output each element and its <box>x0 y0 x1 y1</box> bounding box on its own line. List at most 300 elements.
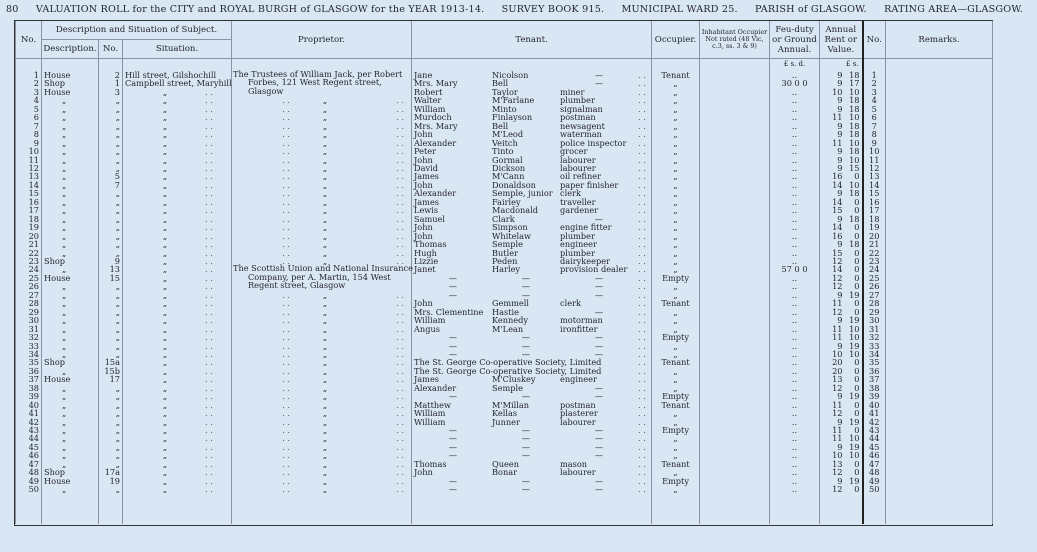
feu-duty-cell: .. <box>770 257 820 265</box>
inhabitant-cell <box>700 316 770 324</box>
leader-dots: . . <box>396 399 405 410</box>
description-cell <box>42 485 99 493</box>
tenant-cell <box>412 96 652 104</box>
ditto-mark: „ <box>162 433 168 444</box>
leader-dots: . . <box>205 484 213 495</box>
leader-dots: . . <box>638 289 646 300</box>
leader-dots: . . <box>282 255 291 266</box>
row-number: 3 <box>16 88 42 96</box>
feu-duty-cell: .. <box>770 426 820 434</box>
feu-duty-cell: .. <box>770 477 820 485</box>
value-pounds: 16 <box>832 230 843 241</box>
occupier-cell: Empty <box>652 333 700 341</box>
leader-dots: . . <box>205 323 213 334</box>
ditto-mark: „ <box>162 298 168 309</box>
inhabitant-cell <box>700 384 770 392</box>
remarks-cell <box>886 265 993 273</box>
row-number: 39 <box>16 392 42 400</box>
tenant-surname: — <box>521 450 531 461</box>
description-cell: House <box>42 274 99 282</box>
tenant-surname: Junner <box>492 416 520 427</box>
value-shillings: 15 <box>849 162 860 173</box>
situation-cell <box>123 139 232 147</box>
leader-dots: . . <box>638 179 646 190</box>
tenant-surname: Kennedy <box>492 315 529 326</box>
tenant-cell <box>412 274 652 282</box>
leader-dots: . . <box>638 441 646 452</box>
ditto-mark: „ <box>162 205 168 216</box>
situation-cell <box>123 130 232 138</box>
occupier-cell: „ <box>652 130 700 138</box>
situation-cell <box>123 189 232 197</box>
tenant-surname: Tinto <box>492 146 514 157</box>
occupier-cell: „ <box>652 409 700 417</box>
leader-dots: . . <box>396 323 405 334</box>
ditto-mark: „ <box>322 467 328 478</box>
remarks-cell <box>886 257 993 265</box>
row-number: 1 <box>16 68 42 79</box>
situation-cell <box>123 96 232 104</box>
row-number: 37 <box>16 375 42 383</box>
remarks-cell <box>886 282 993 290</box>
leader-dots: . . <box>205 332 213 343</box>
occupier-cell: „ <box>652 79 700 87</box>
leader-dots: . . <box>282 450 291 461</box>
leader-dots: . . <box>396 425 405 436</box>
tenant-first-name: John <box>414 467 433 478</box>
feu-duty-cell: .. <box>770 282 820 290</box>
tenant-first-name: William <box>414 416 446 427</box>
street-number-cell: „ <box>99 206 123 214</box>
tenant-cell <box>412 485 652 493</box>
leader-dots: . . <box>396 416 405 427</box>
street-number-cell: „ <box>99 139 123 147</box>
inhabitant-cell <box>700 434 770 442</box>
tenant-first-name: — <box>448 433 458 444</box>
leader-dots: . . <box>638 162 646 173</box>
feu-duty-cell: .. <box>770 113 820 121</box>
proprietor-text-line: Regent street, Glasgow <box>248 280 346 290</box>
situation-cell <box>123 156 232 164</box>
ditto-mark: „ <box>322 357 328 368</box>
occupier-cell: „ <box>652 443 700 451</box>
tenant-surname: Semple <box>492 239 523 250</box>
ditto-mark: „ <box>322 382 328 393</box>
row-number-right: 3 <box>863 88 886 96</box>
ditto-mark: „ <box>62 137 67 148</box>
value-shillings: 10 <box>849 433 860 444</box>
tenant-first-name: Samuel <box>414 213 446 224</box>
value-pounds: 9 <box>837 162 843 173</box>
street-number-cell: „ <box>99 249 123 257</box>
tenant-first-name: — <box>448 289 458 300</box>
inhabitant-cell <box>700 265 770 273</box>
value-shillings: 0 <box>854 382 860 393</box>
ditto-mark: „ <box>62 188 67 199</box>
leader-dots: . . <box>638 103 646 114</box>
feu-duty-cell: .. <box>770 333 820 341</box>
value-pounds: 10 <box>832 86 843 97</box>
tenant-occupation: gardener <box>560 205 599 216</box>
ditto-mark: „ <box>62 120 67 131</box>
ditto-mark: „ <box>62 95 67 106</box>
ditto-mark: „ <box>62 458 67 469</box>
tenant-occupation: postman <box>560 399 596 410</box>
street-number-cell: „ <box>99 130 123 138</box>
situation-cell <box>123 418 232 426</box>
leader-dots: . . <box>396 129 405 140</box>
tenant-occupation: — <box>594 306 604 317</box>
value-shillings: 0 <box>854 205 860 216</box>
tenant-first-name: — <box>448 332 458 343</box>
remarks-cell <box>886 392 993 400</box>
row-number-right: 30 <box>863 316 886 324</box>
street-number-cell: „ <box>99 215 123 223</box>
leader-dots: . . <box>638 433 646 444</box>
leader-dots: . . <box>396 467 405 478</box>
feu-duty-cell: .. <box>770 147 820 155</box>
tenant-cell <box>412 189 652 197</box>
leader-dots: . . <box>205 239 213 250</box>
ditto-mark: „ <box>162 382 168 393</box>
street-number-cell: 9 <box>99 257 123 265</box>
leader-dots: . . <box>396 120 405 131</box>
proprietor-cell <box>232 181 412 189</box>
value-shillings: 10 <box>849 112 860 123</box>
header-remarks: Remarks. <box>886 21 993 59</box>
occupier-cell: Tenant <box>652 401 700 409</box>
remarks-cell <box>886 333 993 341</box>
ditto-mark: „ <box>62 179 67 190</box>
remarks-cell <box>886 451 993 459</box>
proprietor-cell <box>232 477 412 485</box>
inhabitant-cell <box>700 68 770 79</box>
street-number-cell: 7 <box>99 181 123 189</box>
row-number-right: 32 <box>863 333 886 341</box>
value-pounds: 15 <box>832 205 843 216</box>
leader-dots: . . <box>205 391 213 402</box>
tenant-cell <box>412 291 652 299</box>
value-shillings: 0 <box>854 425 860 436</box>
leader-dots: . . <box>282 475 291 486</box>
row-number-right: 31 <box>863 325 886 333</box>
leader-dots: . . <box>396 247 405 258</box>
feu-duty-cell: .. <box>770 206 820 214</box>
remarks-cell <box>886 358 993 366</box>
situation-cell <box>123 147 232 155</box>
leader-dots: . . <box>396 154 405 165</box>
occupier-cell: „ <box>652 189 700 197</box>
leader-dots: . . <box>205 399 213 410</box>
value-pounds: 20 <box>832 365 843 376</box>
tenant-surname: — <box>521 475 531 486</box>
row-number: 49 <box>16 477 42 485</box>
annual-value-cell <box>820 485 863 493</box>
occupier-cell: „ <box>652 375 700 383</box>
row-number-right: 7 <box>863 122 886 130</box>
tenant-surname: Semple <box>492 382 523 393</box>
tenant-occupation: postman <box>560 112 596 123</box>
row-number-right: 23 <box>863 257 886 265</box>
ditto-mark: „ <box>162 315 168 326</box>
occupier-cell: Tenant <box>652 358 700 366</box>
tenant-first-name: Mrs. Mary <box>414 78 458 89</box>
feu-duty-cell: .. <box>770 460 820 468</box>
ditto-mark: „ <box>62 340 67 351</box>
row-number: 32 <box>16 333 42 341</box>
row-number-right: 34 <box>863 350 886 358</box>
value-pounds: 9 <box>837 129 843 140</box>
tenant-surname: Gormal <box>492 154 523 165</box>
tenant-cell <box>412 265 652 273</box>
ditto-mark: „ <box>322 399 328 410</box>
tenant-surname: Harley <box>492 264 521 275</box>
feu-duty-cell: .. <box>770 443 820 451</box>
street-number-cell: „ <box>99 299 123 307</box>
street-number-cell: „ <box>99 113 123 121</box>
occupier-cell: Tenant <box>652 299 700 307</box>
ditto-mark: „ <box>62 441 67 452</box>
tenant-name: The St. George Co-operative Society, Limited <box>414 357 602 368</box>
tenant-first-name: Alexander <box>414 382 457 393</box>
situation-cell <box>123 401 232 409</box>
ditto-mark: „ <box>322 230 328 241</box>
tenant-cell <box>412 426 652 434</box>
leader-dots: . . <box>205 196 213 207</box>
tenant-first-name: John <box>414 179 433 190</box>
feu-duty-cell: .. <box>770 240 820 248</box>
row-number-right: 4 <box>863 96 886 104</box>
street-number-cell: „ <box>99 147 123 155</box>
value-shillings: 18 <box>849 70 860 80</box>
row-number-right: 20 <box>863 232 886 240</box>
tenant-cell <box>412 325 652 333</box>
leader-dots: . . <box>205 441 213 452</box>
occupier-cell: „ <box>652 96 700 104</box>
tenant-first-name: — <box>448 441 458 452</box>
leader-dots: . . <box>638 196 646 207</box>
street-number-cell: „ <box>99 282 123 290</box>
tenant-cell <box>412 147 652 155</box>
occupier-cell: „ <box>652 172 700 180</box>
tenant-occupation: — <box>594 433 604 444</box>
situation-cell <box>123 325 232 333</box>
value-shillings: 0 <box>854 171 860 182</box>
leader-dots: . . <box>205 86 213 97</box>
leader-dots: . . <box>396 205 405 216</box>
leader-dots: . . <box>205 458 213 469</box>
leader-dots: . . <box>638 484 646 495</box>
tenant-first-name: Angus <box>414 323 440 334</box>
inhabitant-cell <box>700 460 770 468</box>
occupier-cell: „ <box>652 257 700 265</box>
spacer-row <box>16 494 993 524</box>
ditto-mark: „ <box>322 120 328 131</box>
proprietor-cell <box>232 333 412 341</box>
remarks-cell <box>886 485 993 493</box>
ditto-mark: „ <box>162 289 168 300</box>
situation-cell <box>123 274 232 282</box>
feu-duty-cell: .. <box>770 308 820 316</box>
leader-dots: . . <box>282 137 291 148</box>
proprietor-cell <box>232 418 412 426</box>
row-number-right: 25 <box>863 274 886 282</box>
ditto-mark: „ <box>322 129 328 140</box>
row-number: 36 <box>16 367 42 375</box>
row-number: 21 <box>16 240 42 248</box>
occupier-cell: „ <box>652 147 700 155</box>
ditto-mark: „ <box>62 247 67 258</box>
feu-duty-cell: .. <box>770 375 820 383</box>
tenant-first-name: — <box>448 425 458 436</box>
ditto-mark: „ <box>322 162 328 173</box>
ditto-mark: „ <box>62 399 67 410</box>
remarks-cell <box>886 299 993 307</box>
feu-duty-cell: .. <box>770 434 820 442</box>
leader-dots: . . <box>205 146 213 157</box>
row-number: 48 <box>16 468 42 476</box>
tenant-cell <box>412 468 652 476</box>
situation-cell <box>123 249 232 257</box>
value-shillings: 18 <box>849 103 860 114</box>
inhabitant-cell <box>700 172 770 180</box>
tenant-occupation: dairykeeper <box>560 255 610 266</box>
street-number-cell: „ <box>99 308 123 316</box>
tenant-first-name: John <box>414 154 433 165</box>
tenant-cell <box>412 122 652 130</box>
situation-cell <box>123 333 232 341</box>
row-number: 33 <box>16 342 42 350</box>
leader-dots: . . <box>205 450 213 461</box>
ditto-mark: „ <box>62 239 67 250</box>
ditto-mark: „ <box>62 196 67 207</box>
leader-dots: . . <box>282 374 291 385</box>
row-number-right: 6 <box>863 113 886 121</box>
occupier-cell: „ <box>652 308 700 316</box>
tenant-first-name: William <box>414 315 446 326</box>
ditto-mark: „ <box>62 306 67 317</box>
leader-dots: . . <box>205 340 213 351</box>
row-number-right: 2 <box>863 79 886 87</box>
street-number-cell: „ <box>99 240 123 248</box>
tenant-surname: Clark <box>492 213 515 224</box>
leader-dots: . . <box>396 222 405 233</box>
row-number-right: 50 <box>863 485 886 493</box>
row-number: 11 <box>16 156 42 164</box>
remarks-cell <box>886 189 993 197</box>
ditto-mark: „ <box>322 95 328 106</box>
remarks-cell <box>886 105 993 113</box>
occupier-cell: „ <box>652 232 700 240</box>
situation-cell <box>123 468 232 476</box>
row-number: 8 <box>16 130 42 138</box>
tenant-first-name: Janet <box>414 264 436 275</box>
leader-dots: . . <box>638 475 646 486</box>
proprietor-text-line: Glasgow <box>248 86 284 96</box>
tenant-surname: M'Millan <box>492 399 530 410</box>
tenant-occupation: provision dealer <box>560 264 628 275</box>
leader-dots: . . <box>638 137 646 148</box>
tenant-surname: Semple, junior <box>492 188 553 199</box>
value-pounds: 9 <box>837 475 843 486</box>
row-number: 16 <box>16 198 42 206</box>
leader-dots: . . <box>282 188 291 199</box>
remarks-cell <box>886 460 993 468</box>
row-number-right: 41 <box>863 409 886 417</box>
inhabitant-cell <box>700 477 770 485</box>
inhabitant-cell <box>700 139 770 147</box>
tenant-occupation: ironfitter <box>560 323 598 334</box>
leader-dots: . . <box>638 374 646 385</box>
situation-cell <box>123 342 232 350</box>
tenant-surname: Hastie <box>492 306 519 317</box>
row-number-right: 27 <box>863 291 886 299</box>
row-number-right: 13 <box>863 172 886 180</box>
tenant-first-name: Robert <box>414 86 443 97</box>
proprietor-cell <box>232 485 412 493</box>
value-shillings: 10 <box>849 86 860 97</box>
leader-dots: . . <box>396 450 405 461</box>
leader-dots: . . <box>282 467 291 478</box>
leader-dots: . . <box>396 112 405 123</box>
value-shillings: 0 <box>854 196 860 207</box>
street-number-cell: „ <box>99 105 123 113</box>
value-shillings: 10 <box>849 137 860 148</box>
row-number-right: 14 <box>863 181 886 189</box>
row-number: 25 <box>16 274 42 282</box>
situation-cell <box>123 299 232 307</box>
value-shillings: 19 <box>849 289 860 300</box>
leader-dots: . . <box>638 272 646 283</box>
remarks-cell <box>886 325 993 333</box>
feu-duty-cell: .. <box>770 181 820 189</box>
occupier-cell: „ <box>652 342 700 350</box>
feu-units: £ s. d. <box>770 59 820 69</box>
occupier-cell: „ <box>652 105 700 113</box>
occupier-cell: „ <box>652 367 700 375</box>
value-shillings: 10 <box>849 323 860 334</box>
ditto-mark: „ <box>162 348 168 359</box>
leader-dots: . . <box>638 120 646 131</box>
occupier-cell: Tenant <box>652 68 700 79</box>
inhabitant-cell <box>700 181 770 189</box>
ditto-mark: „ <box>62 298 67 309</box>
inhabitant-cell <box>700 367 770 375</box>
description-cell: House <box>42 88 99 96</box>
tenant-first-name: Murdoch <box>414 112 452 123</box>
row-number-right: 10 <box>863 147 886 155</box>
leader-dots: . . <box>396 315 405 326</box>
tenant-surname: Whitelaw <box>492 230 531 241</box>
row-number-right: 29 <box>863 308 886 316</box>
value-shillings: 18 <box>849 129 860 140</box>
tenant-surname: M'Farlane <box>492 95 535 106</box>
row-number: 27 <box>16 291 42 299</box>
leader-dots: . . <box>638 348 646 359</box>
leader-dots: . . <box>282 399 291 410</box>
remarks-cell <box>886 198 993 206</box>
leader-dots: . . <box>205 162 213 173</box>
proprietor-cell <box>232 409 412 417</box>
ditto-mark: „ <box>322 188 328 199</box>
street-number-cell: „ <box>99 232 123 240</box>
row-number: 5 <box>16 105 42 113</box>
tenant-occupation: — <box>594 340 604 351</box>
ditto-mark: „ <box>162 247 168 258</box>
ditto-mark: „ <box>322 205 328 216</box>
street-number-cell: „ <box>99 223 123 231</box>
tenant-first-name: — <box>448 484 458 495</box>
